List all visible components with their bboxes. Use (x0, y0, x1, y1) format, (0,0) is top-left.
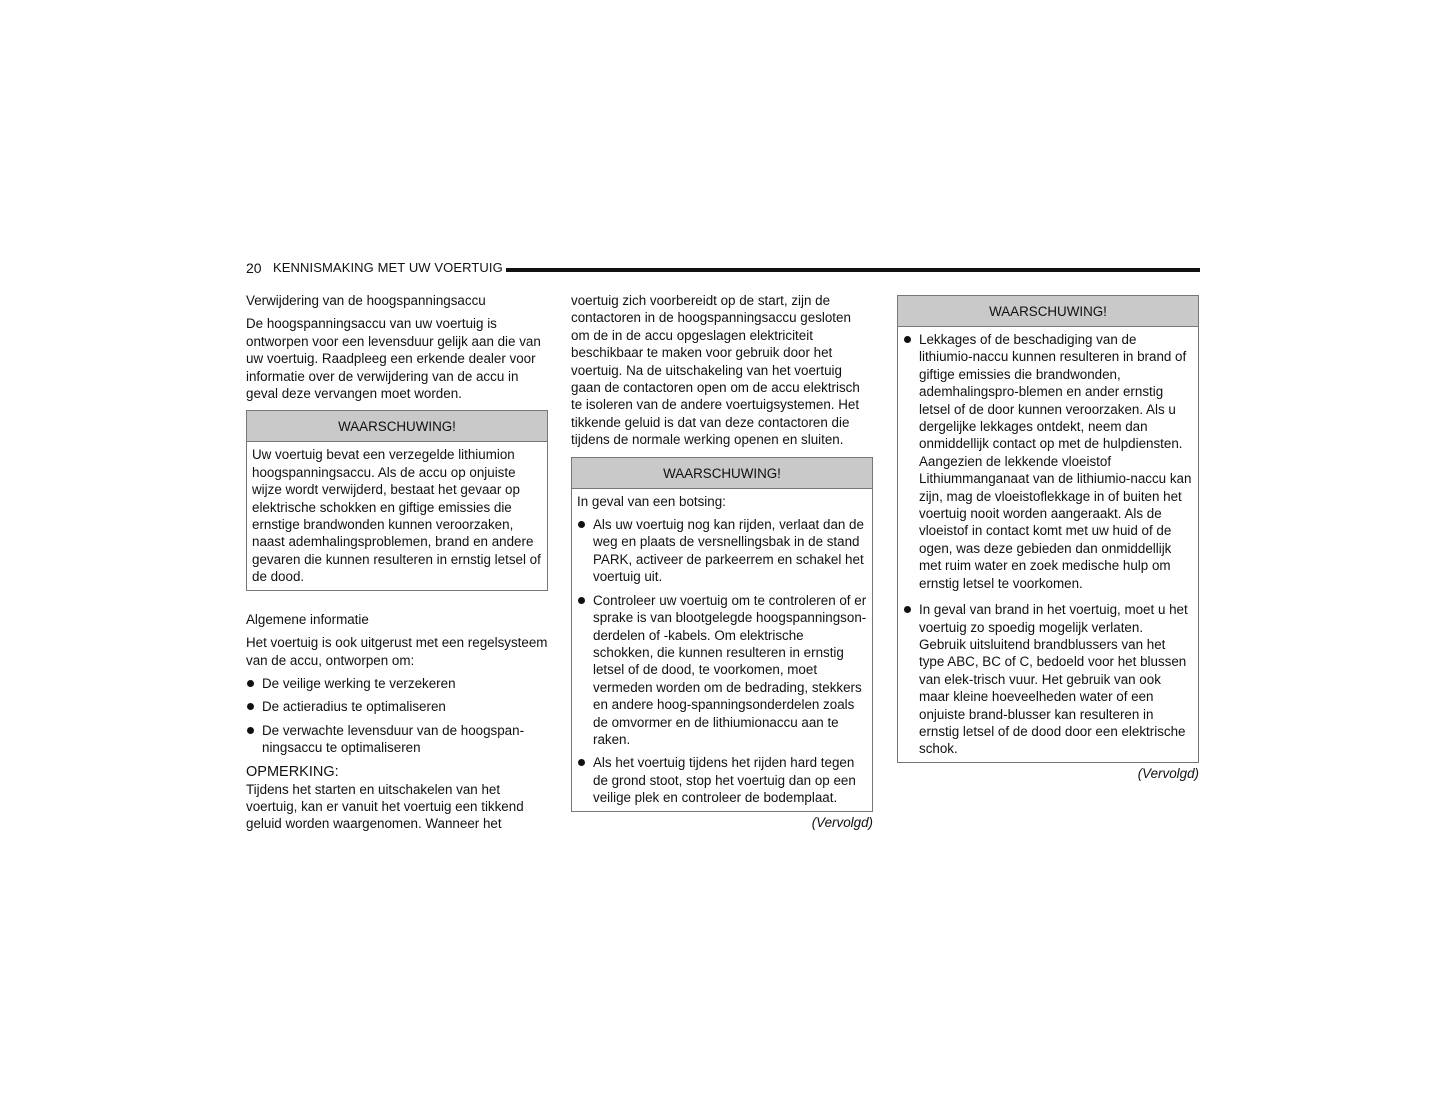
note-text: Tijdens het starten en uitschakelen van het voertuig, kan er vanuit het voertuig een tikkend geluid worden waargenomen. Wanneer het (246, 781, 524, 832)
heading-removal: Verwijdering van de hoogspanningsaccu (246, 293, 486, 308)
warning-body (572, 489, 872, 811)
warning-title: WAARSCHUWING! (898, 296, 1198, 327)
bullet-icon (904, 336, 911, 343)
list-item: De actieradius te optimaliseren (246, 698, 548, 715)
warning-body (898, 327, 1198, 762)
continued-label: (Vervolgd) (1137, 765, 1199, 781)
list-item: In geval van brand in het voertuig, moet u het voertuig zo spoedig mogelijk verlaten. Gebruik uitsluitend brandblussers van het type ABC, BC of C, bedoeld voor het blussen van elek-trisch vuur. Het gebruik van ook maar kleine hoeveelheden water of een onjuiste brand-blusser kan resulteren in ernstig letsel of de dood door een elektrische schok. (903, 601, 1193, 758)
column-2 (571, 292, 873, 831)
warning-box-3 (897, 295, 1199, 763)
warning-text: Uw voertuig bevat een verzegelde lithiumion hoogspanningsaccu. Als de accu op onjuiste wijze wordt verwijderd, bestaat het gevaar op elektrische schokken en giftige emissies die ernstige brandwonden kunnen veroorzaken, naast ademhalingsproblemen, brand en andere gevaren die kunnen resulteren in ernstig letsel of de dood. (252, 447, 541, 585)
bullet-icon (578, 597, 585, 604)
bullet-icon (247, 703, 254, 710)
bullet-icon (578, 759, 585, 766)
list-item: Controleer uw voertuig om te controleren of er sprake is van blootgelegde hoogspanningson-derdelen of -kabels. Om elektrische schokken, die kunnen resulteren in ernstig letsel of de dood, te voorkomen, moet vermeden worden om de bedrading, stekkers en andere hoog-spanningsonderdelen zoals de omvormer en de lithiumionaccu aan te raken. (577, 592, 867, 749)
bullet-icon (904, 606, 911, 613)
warning-box-2 (571, 457, 873, 812)
page-number: 20 (246, 260, 262, 276)
warning-title: WAARSCHUWING! (572, 458, 872, 489)
bullet-icon (247, 680, 254, 687)
continuation-paragraph: voertuig zich voorbereidt op de start, zijn de contactoren in de hoogspanningsaccu gesloten om de in de accu opgeslagen elektriciteit beschikbaar te maken voor gebruik door het voertuig. Na de uitschakeling van het voertuig gaan de contactoren open om de accu elektrisch te isoleren van de andere voertuigsystemen. Het tikkende geluid is dat van deze contactoren die tijdens de normale werking openen en sluiten. (571, 293, 860, 448)
warning-intro: In geval van een botsing: (577, 493, 726, 509)
warning-bullet-list (577, 516, 867, 807)
list-item: Als uw voertuig nog kan rijden, verlaat dan de weg en plaats de versnellingsbak in de stand PARK, activeer de parkeerrem en schakel het voertuig uit. (577, 516, 867, 586)
general-bullet-list (246, 675, 548, 757)
list-item: Als het voertuig tijdens het rijden hard tegen de grond stoot, stop het voertuig dan op een veilige plek en controleer de bodemplaat. (577, 754, 867, 806)
heading-general: Algemene informatie (246, 611, 369, 627)
list-item: De verwachte levensduur van de hoogspan-ningsaccu te optimaliseren (246, 722, 548, 757)
removal-paragraph: De hoogspanningsaccu van uw voertuig is ontworpen voor een levensduur gelijk aan die van uw voertuig. Raadpleeg een erkende dealer voor informatie over de verwijdering van de accu in geval deze vervangen moet worden. (246, 316, 541, 402)
bullet-icon (578, 521, 585, 528)
page-header (246, 258, 1200, 278)
general-paragraph: Het voertuig is ook uitgerust met een regelsysteem van de accu, ontworpen om: (246, 635, 548, 668)
section-title: KENNISMAKING MET UW VOERTUIG (273, 260, 503, 275)
note-title: OPMERKING: (246, 763, 339, 780)
list-item: De veilige werking te verzekeren (246, 675, 548, 692)
continued-label: (Vervolgd) (811, 814, 873, 830)
warning-box-1 (246, 410, 548, 590)
warning-title: WAARSCHUWING! (247, 411, 547, 442)
column-1 (246, 292, 548, 833)
list-item: Lekkages of de beschadiging van de lithiumio-naccu kunnen resulteren in brand of giftige emissies die brandwonden, ademhalingspro-blemen en ander ernstig letsel of de door kunnen veroorzaken. Als u dergelijke lekkages ontdekt, neem dan onmiddellijk contact op met de hulpdiensten. Aangezien de lekkende vloeistof Lithiummanganaat van de lithiumio-naccu kan zijn, mag de vloeistoflekkage in of buiten het voertuig nooit worden aangeraakt. Als de vloeistof in contact komt met uw huid of de ogen, was deze gebieden dan onmiddellijk met ruim water en zoek medische hulp om ernstig letsel te voorkomen. (903, 331, 1193, 592)
header-rule (506, 268, 1200, 272)
column-3 (897, 295, 1199, 782)
bullet-icon (247, 727, 254, 734)
warning-bullet-list (903, 331, 1193, 758)
warning-body (247, 442, 547, 589)
